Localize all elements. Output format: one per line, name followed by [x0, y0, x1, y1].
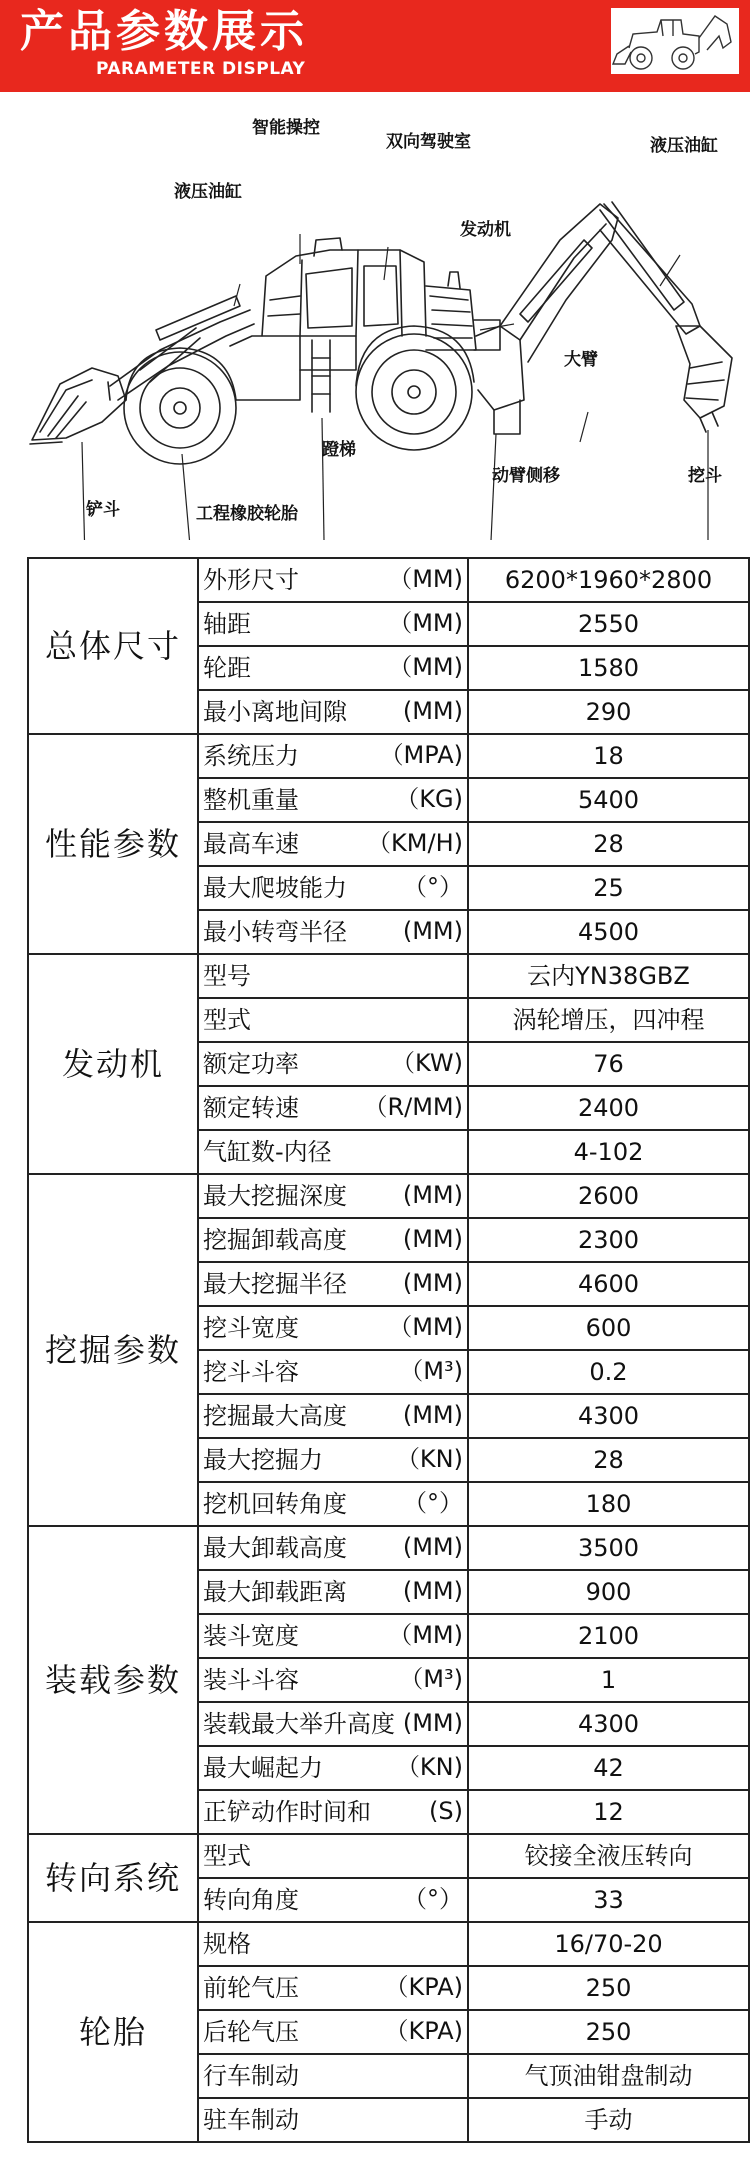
spec-value: 2550	[468, 602, 749, 646]
spec-value: 1580	[468, 646, 749, 690]
spec-value: 900	[468, 1570, 749, 1614]
spec-value: 2400	[468, 1086, 749, 1130]
spec-name-cell	[198, 866, 468, 910]
spec-value: 250	[468, 2010, 749, 2054]
spec-value: 云内YN38GBZ	[468, 954, 749, 998]
spec-name-cell	[198, 1746, 468, 1790]
label-hydraulic-cylinder-rear: 液压油缸	[650, 136, 718, 156]
spec-name-cell	[198, 1130, 468, 1174]
spec-unit: （KN)	[395, 1753, 463, 1781]
spec-name: 转向角度	[203, 1886, 299, 1914]
spec-name-cell	[198, 1614, 468, 1658]
spec-value: 25	[468, 866, 749, 910]
spec-row	[28, 1526, 749, 1570]
spec-value: 16/70-20	[468, 1922, 749, 1966]
spec-name: 规格	[203, 1930, 251, 1958]
spec-name: 最大卸载高度	[203, 1534, 347, 1562]
spec-unit: （MPA)	[379, 741, 463, 769]
spec-table	[27, 557, 750, 2143]
spec-value: 3500	[468, 1526, 749, 1570]
spec-unit: （M³)	[399, 1357, 463, 1385]
label-dual-cab: 双向驾驶室	[386, 132, 471, 152]
spec-category: 轮胎	[28, 1922, 198, 2142]
spec-name: 挖掘最大高度	[203, 1402, 347, 1430]
spec-name: 型式	[203, 1006, 251, 1034]
header-banner	[0, 0, 750, 92]
spec-unit: （°）	[403, 873, 463, 901]
spec-name: 前轮气压	[203, 1974, 299, 2002]
spec-name: 型式	[203, 1842, 251, 1870]
spec-unit: (MM)	[402, 1709, 463, 1737]
page-title: 产品参数展示	[20, 6, 308, 57]
spec-name-cell	[198, 690, 468, 734]
spec-value: 4-102	[468, 1130, 749, 1174]
spec-value: 33	[468, 1878, 749, 1922]
spec-name-cell	[198, 734, 468, 778]
spec-value: 2600	[468, 1174, 749, 1218]
spec-name: 最大卸载距离	[203, 1578, 347, 1606]
spec-row	[28, 1174, 749, 1218]
spec-name-cell	[198, 1922, 468, 1966]
spec-value: 12	[468, 1790, 749, 1834]
spec-unit: (MM)	[402, 1225, 463, 1253]
spec-unit: (MM)	[402, 1577, 463, 1605]
spec-name: 装斗宽度	[203, 1622, 299, 1650]
spec-name: 挖掘卸载高度	[203, 1226, 347, 1254]
spec-value: 2300	[468, 1218, 749, 1262]
spec-value: 0.2	[468, 1350, 749, 1394]
spec-unit: （M³)	[399, 1665, 463, 1693]
spec-value: 18	[468, 734, 749, 778]
spec-row	[28, 954, 749, 998]
spec-name-cell	[198, 1438, 468, 1482]
label-bucket-rear: 挖斗	[688, 466, 722, 486]
spec-name-cell	[198, 1350, 468, 1394]
spec-unit: （KPA)	[384, 1973, 463, 2001]
spec-name: 最小离地间隙	[203, 698, 347, 726]
spec-unit: （KPA)	[384, 2017, 463, 2045]
spec-name: 最大挖掘力	[203, 1446, 323, 1474]
spec-unit: (MM)	[402, 917, 463, 945]
spec-name: 系统压力	[203, 742, 299, 770]
spec-name: 后轮气压	[203, 2018, 299, 2046]
spec-name-cell	[198, 1394, 468, 1438]
spec-name: 额定功率	[203, 1050, 299, 1078]
spec-name: 最大爬坡能力	[203, 874, 347, 902]
spec-row	[28, 1834, 749, 1878]
backhoe-loader-drawing	[0, 100, 750, 540]
spec-value: 250	[468, 1966, 749, 2010]
spec-unit: (MM)	[402, 1181, 463, 1209]
spec-name: 轴距	[203, 610, 251, 638]
label-big-arm: 大臂	[564, 350, 598, 370]
spec-value: 6200*1960*2800	[468, 558, 749, 602]
spec-unit: (MM)	[402, 1269, 463, 1297]
spec-unit: (MM)	[402, 697, 463, 725]
spec-value: 180	[468, 1482, 749, 1526]
spec-name: 最小转弯半径	[203, 918, 347, 946]
spec-value: 28	[468, 822, 749, 866]
spec-name-cell	[198, 1966, 468, 2010]
spec-name-cell	[198, 1482, 468, 1526]
spec-name-cell	[198, 1174, 468, 1218]
spec-name-cell	[198, 1570, 468, 1614]
spec-name-cell	[198, 1790, 468, 1834]
spec-name-cell	[198, 778, 468, 822]
spec-name: 最大挖掘半径	[203, 1270, 347, 1298]
spec-unit: （MM)	[388, 1313, 463, 1341]
spec-name: 最大崛起力	[203, 1754, 323, 1782]
spec-value: 28	[468, 1438, 749, 1482]
spec-category: 挖掘参数	[28, 1174, 198, 1526]
spec-name-cell	[198, 1218, 468, 1262]
spec-name-cell	[198, 1834, 468, 1878]
spec-unit: （°）	[403, 1489, 463, 1517]
spec-unit: (MM)	[402, 1533, 463, 1561]
spec-value: 4300	[468, 1394, 749, 1438]
spec-name-cell	[198, 1042, 468, 1086]
spec-unit: （MM)	[388, 565, 463, 593]
spec-name-cell	[198, 2054, 468, 2098]
machine-diagram	[0, 100, 750, 540]
spec-name-cell	[198, 1878, 468, 1922]
spec-name: 最大挖掘深度	[203, 1182, 347, 1210]
label-ladder: 蹬梯	[322, 440, 356, 460]
spec-unit: （°）	[403, 1885, 463, 1913]
label-smart-control: 智能操控	[252, 118, 320, 138]
spec-category: 装载参数	[28, 1526, 198, 1834]
label-hydraulic-cylinder-front: 液压油缸	[174, 182, 242, 202]
spec-value: 涡轮增压，四冲程	[468, 998, 749, 1042]
spec-name-cell	[198, 998, 468, 1042]
spec-unit: （KG)	[395, 785, 463, 813]
spec-name: 轮距	[203, 654, 251, 682]
spec-name: 整机重量	[203, 786, 299, 814]
spec-name-cell	[198, 822, 468, 866]
spec-name: 外形尺寸	[203, 566, 299, 594]
spec-name: 挖机回转角度	[203, 1490, 347, 1518]
spec-name: 行车制动	[203, 2062, 299, 2090]
spec-value: 气顶油钳盘制动	[468, 2054, 749, 2098]
spec-unit: （MM)	[388, 609, 463, 637]
spec-name: 正铲动作时间和	[203, 1798, 371, 1826]
spec-name-cell	[198, 1262, 468, 1306]
spec-value: 4600	[468, 1262, 749, 1306]
spec-name-cell	[198, 2010, 468, 2054]
spec-name: 挖斗宽度	[203, 1314, 299, 1342]
spec-value: 600	[468, 1306, 749, 1350]
spec-unit: （KN)	[395, 1445, 463, 1473]
spec-row	[28, 1922, 749, 1966]
spec-name-cell	[198, 910, 468, 954]
spec-value: 铰接全液压转向	[468, 1834, 749, 1878]
spec-name: 最高车速	[203, 830, 299, 858]
label-tire: 工程橡胶轮胎	[196, 504, 298, 524]
spec-name: 气缸数-内径	[203, 1138, 332, 1166]
spec-row	[28, 558, 749, 602]
spec-name-cell	[198, 602, 468, 646]
spec-name-cell	[198, 1658, 468, 1702]
spec-name: 额定转速	[203, 1094, 299, 1122]
page-subtitle: PARAMETER DISPLAY	[96, 59, 306, 79]
spec-name-cell	[198, 954, 468, 998]
spec-name-cell	[198, 2098, 468, 2142]
spec-value: 42	[468, 1746, 749, 1790]
spec-name-cell	[198, 558, 468, 602]
spec-unit: （KM/H)	[367, 829, 463, 857]
spec-value: 1	[468, 1658, 749, 1702]
spec-unit: （KW)	[391, 1049, 463, 1077]
spec-name: 型号	[203, 962, 251, 990]
spec-category: 转向系统	[28, 1834, 198, 1922]
spec-name-cell	[198, 1526, 468, 1570]
spec-unit: (S)	[429, 1797, 463, 1825]
spec-value: 290	[468, 690, 749, 734]
spec-value: 4500	[468, 910, 749, 954]
spec-category: 性能参数	[28, 734, 198, 954]
spec-value: 2100	[468, 1614, 749, 1658]
spec-unit: （R/MM)	[363, 1093, 463, 1121]
spec-name: 装载最大举升高度	[203, 1710, 395, 1738]
spec-value: 76	[468, 1042, 749, 1086]
spec-value: 5400	[468, 778, 749, 822]
spec-name-cell	[198, 1306, 468, 1350]
spec-name-cell	[198, 1702, 468, 1746]
spec-value: 4300	[468, 1702, 749, 1746]
spec-value: 手动	[468, 2098, 749, 2142]
spec-unit: （MM)	[388, 653, 463, 681]
spec-unit: （MM)	[388, 1621, 463, 1649]
spec-name-cell	[198, 646, 468, 690]
label-boom-side-shift: 动臂侧移	[492, 466, 560, 486]
spec-name: 挖斗斗容	[203, 1358, 299, 1386]
spec-name-cell	[198, 1086, 468, 1130]
spec-category: 发动机	[28, 954, 198, 1174]
spec-unit: (MM)	[402, 1401, 463, 1429]
spec-name: 驻车制动	[203, 2106, 299, 2134]
label-engine: 发动机	[460, 220, 511, 240]
backhoe-loader-icon	[611, 8, 739, 74]
spec-category: 总体尺寸	[28, 558, 198, 734]
spec-table-body	[28, 558, 749, 2142]
spec-row	[28, 734, 749, 778]
label-shovel: 铲斗	[86, 500, 120, 520]
spec-name: 装斗斗容	[203, 1666, 299, 1694]
